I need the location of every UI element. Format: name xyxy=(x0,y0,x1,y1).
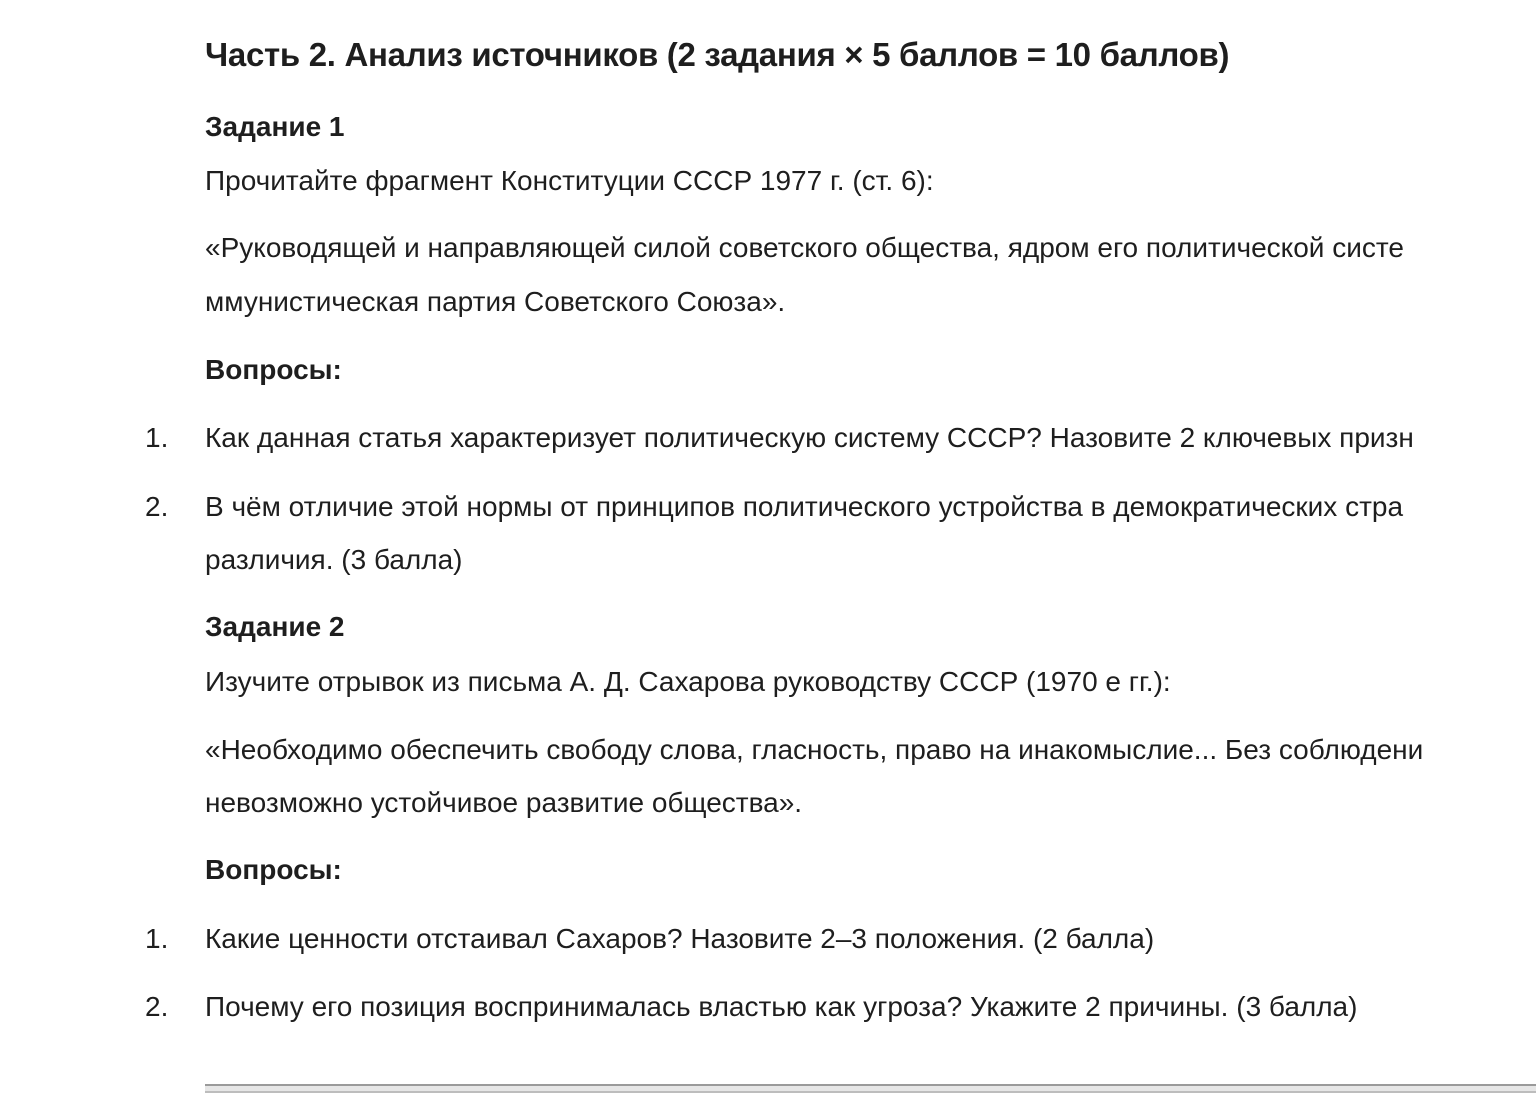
source-quote-line: «Руководящей и направляющей силой советского общества, ядром его политической систе xyxy=(205,232,1404,263)
question-number: 1. xyxy=(145,923,169,954)
horizontal-divider xyxy=(205,1084,1536,1093)
task-intro: Прочитайте фрагмент Конституции СССР 1977 г. (ст. 6): xyxy=(205,165,934,196)
task-heading: Задание 2 xyxy=(205,611,345,642)
part-title: Часть 2. Анализ источников (2 задания × 5 баллов = 10 баллов) xyxy=(205,36,1230,73)
question-text: Как данная статья характеризует политическую систему СССР? Назовите 2 ключевых призн xyxy=(205,422,1414,453)
source-quote-line: «Необходимо обеспечить свободу слова, гласность, право на инакомыслие... Без соблюдени xyxy=(205,734,1424,765)
source-quote-line: ммунистическая партия Советского Союза». xyxy=(205,286,786,317)
question-text: Почему его позиция воспринималась властью как угроза? Укажите 2 причины. (3 балла) xyxy=(205,991,1358,1022)
questions-label: Вопросы: xyxy=(205,354,342,385)
task-heading: Задание 1 xyxy=(205,111,345,142)
question-number: 2. xyxy=(145,491,169,522)
questions-label: Вопросы: xyxy=(205,854,342,885)
question-text: различия. (3 балла) xyxy=(205,544,463,575)
source-quote-line: невозможно устойчивое развитие общества». xyxy=(205,787,803,818)
question-number: 2. xyxy=(145,991,169,1022)
question-text: В чём отличие этой нормы от принципов политического устройства в демократических стра xyxy=(205,491,1404,522)
question-number: 1. xyxy=(145,422,169,453)
question-text: Какие ценности отстаивал Сахаров? Назовите 2–3 положения. (2 балла) xyxy=(205,923,1155,954)
task-intro: Изучите отрывок из письма А. Д. Сахарова руководству СССР (1970 е гг.): xyxy=(205,666,1171,697)
